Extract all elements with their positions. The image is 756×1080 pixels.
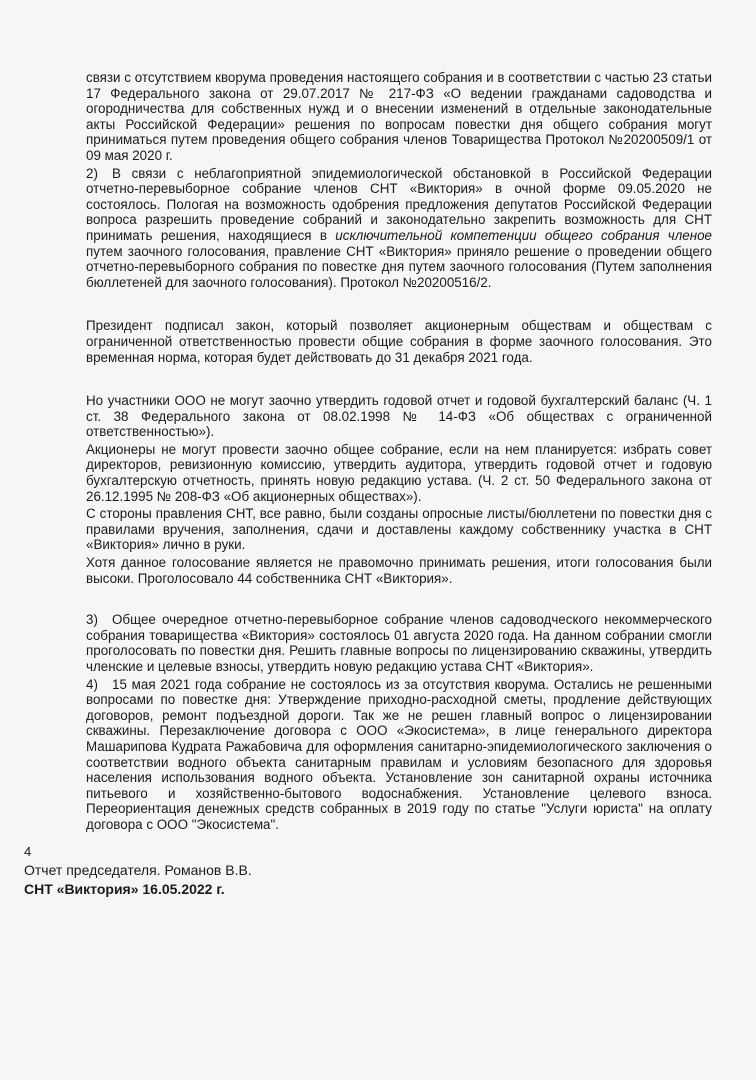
paragraph-voting-results: Хотя данное голосование является не правомочно принимать решения, итоги голосования были высоки. Проголосовало 44 собственника СНТ «Виктория».: [86, 555, 712, 586]
paragraph-item-2: [86, 166, 712, 291]
paragraph-item-4: [86, 677, 712, 833]
paragraph-text: путем заочного голосования, правление СНТ «Виктория» приняло решение о проведении общего отчетно-перевыборного собрания по повестке дня путем заочного голосования (Путем заполнения бюллетеней для заочного голосования). Протокол №20200516/2.: [86, 243, 712, 290]
paragraph-text: В связи с неблагоприятной эпидемиологической обстановкой в Российской Федерации отчетно-перевыборное собрание членов СНТ «Виктория» в очной форме 09.05.2020 не состоялось. Пологая на возможность одобрения предложения депутатов Российской Федерации вопроса разрешить проведение собраний и законодательно закрепить возможность для СНТ принимать решения, находящиеся в: [86, 165, 712, 243]
paragraph-italic-text: исключительной компетенции общего собрания членое: [335, 227, 712, 243]
paragraph-shareholders: Акционеры не могут провести заочно общее собрание, если на нем планируется: избрать совет директоров, ревизионную комиссию, утвердить аудитора, утвердить годовой отчет и годовую бухгалтерскую отчетность, принять новую редакцию устава. (Ч. 2 ст. 50 Федерального закона от 26.12.1995 № 208-ФЗ «Об акционерных обществах»).: [86, 441, 712, 504]
paragraph-item-3: [86, 612, 712, 674]
item-number: 3): [86, 612, 98, 628]
item-number: 2): [86, 165, 98, 181]
item-number: 4): [86, 676, 98, 692]
document-body: [86, 70, 712, 833]
report-signature-line: Отчет председателя. Романов В.В.: [24, 862, 252, 878]
paragraph-board-ballots: С стороны правления СНТ, все равно, были созданы опросные листы/бюллетени по повестки дня с правилами вручения, заполнения, сдачи и доставлены каждому собственнику участка в СНТ «Виктория» лично в руки.: [86, 506, 712, 553]
paragraph-text: 15 мая 2021 года собрание не состоялось из за отсутствия кворума. Остались не решенными вопросами по повестке дня: Утверждение приходно-расходной сметы, продление действующих договоров, ремонт подъездной дороги. Так же не решен главный вопрос о лицензировании скважины. Перезаключение договора с ООО «Экосистема», в лице генерального директора Машарипова Кудрата Ражабовича для оформления санитарно-эпидемиологического заключения о соответствии водного объекта санитарным правилам и условиям безопасного для здоровья населения использования водного объекта. Установление зон санитарной охраны источника питьевого и хозяйственно-бытового водоснабжения. Установление целевого взноса. Переориентация денежных средств собранных в 2019 году по статье "Услуги юриста" на оплату договора с ООО "Экосистема".: [86, 676, 712, 832]
paragraph-quorum-continuation: связи с отсутствием кворума проведения настоящего собрания и в соответствии с частью 23 статьи 17 Федерального закона от 29.07.2017 № 217-ФЗ «О ведении гражданами садоводства и огородничества для собственных нужд и о внесении изменений в отдельные законодательные акты Российской Федерации» решения по вопросам повестки дня общего собрания могут приниматься путем проведения общего собрания членов Товарищества Протокол №20200509/1 от 09 мая 2020 г.: [86, 70, 712, 163]
paragraph-ooo-participants: Но участники ООО не могут заочно утвердить годовой отчет и годовой бухгалтерский баланс (Ч. 1 ст. 38 Федерального закона от 08.02.1998 № 14-ФЗ «Об обществах с ограниченной ответственностью»).: [86, 393, 712, 440]
paragraph-text: Общее очередное отчетно-перевыборное собрание членов садоводческого некоммерческого собрания товарищества «Виктория» состоялось 01 августа 2020 года. На данном собрании смогли проголосовать по повестки дня. Решить главные вопросы по лицензированию скважины, утвердить членские и целевые взносы, утвердить новую редакцию устава СНТ «Виктория».: [86, 612, 712, 674]
paragraph-president-law: Президент подписал закон, который позволяет акционерным обществам и обществам с ограниченной ответственностью провести общие собрания в форме заочного голосования. Это временная норма, которая будет действовать до 31 декабря 2021 года.: [86, 318, 712, 365]
page-number: 4: [24, 844, 32, 859]
page-footer: [24, 842, 252, 899]
org-date-line: СНТ «Виктория» 16.05.2022 г.: [24, 881, 225, 897]
